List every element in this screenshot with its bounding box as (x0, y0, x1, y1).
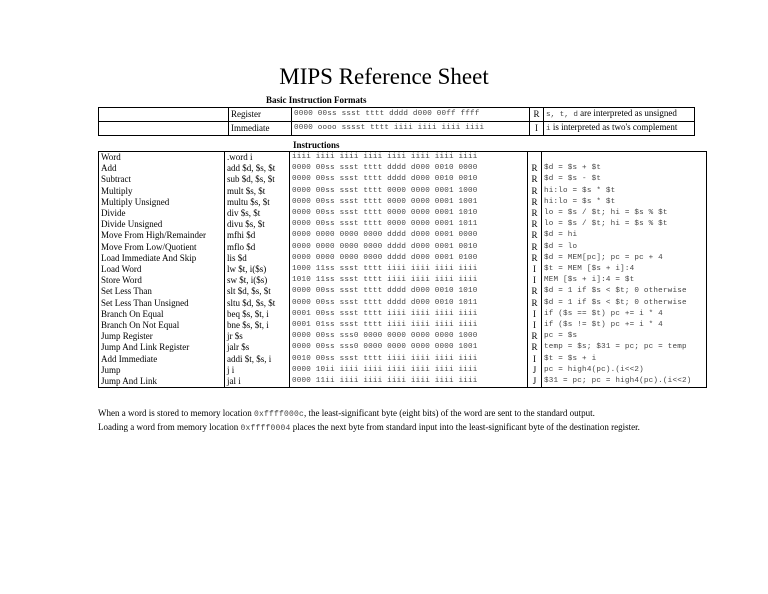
page-title: MIPS Reference Sheet (279, 64, 489, 89)
format-note (544, 122, 695, 136)
instruction-row (99, 331, 707, 342)
instruction-name: Jump And Link (101, 376, 158, 387)
instruction-type: I (528, 320, 542, 331)
instruction-semantics: $d = hi (542, 230, 707, 241)
instruction-encoding: 0000 00ss sss0 0000 0000 0000 0000 1001 (290, 342, 528, 353)
instruction-type: R (528, 230, 542, 241)
instruction-semantics: lo = $s / $t; hi = $s % $t (542, 219, 707, 230)
instruction-encoding: 0000 11ii iiii iiii iiii iiii iiii iiii (290, 376, 528, 388)
instruction-name: Jump Register (101, 331, 153, 342)
instruction-type: R (528, 253, 542, 264)
instructions-table (98, 151, 707, 388)
format-note (544, 108, 695, 122)
instruction-row (99, 365, 707, 376)
instruction-type: R (528, 342, 542, 353)
instruction-encoding: 0000 10ii iiii iiii iiii iiii iiii iiii (290, 365, 528, 376)
instruction-syntax: bne $s, $t, i (225, 320, 290, 331)
instruction-semantics (542, 152, 707, 164)
instruction-row (99, 275, 707, 286)
instruction-name: Jump And Link Register (101, 342, 190, 353)
formats-heading: Basic Instruction Formats (266, 95, 367, 105)
instruction-row (99, 320, 707, 331)
instruction-syntax: add $d, $s, $t (225, 163, 290, 174)
instruction-name: Multiply (101, 185, 133, 196)
instruction-syntax: jal i (225, 376, 290, 388)
instruction-encoding: iiii iiii iiii iiii iiii iiii iiii iiii (290, 152, 528, 164)
instruction-syntax: mult $s, $t (225, 186, 290, 197)
format-encoding: 0000 00ss ssst tttt dddd d000 00ff ffff (292, 108, 530, 122)
footer-text: When a word is stored to memory location (98, 408, 254, 418)
format-note-text: is interpreted as two's complement (550, 122, 678, 133)
instruction-syntax: divu $s, $t (225, 219, 290, 230)
instruction-type: J (528, 365, 542, 376)
format-type: I (530, 122, 544, 136)
instruction-semantics: if ($s == $t) pc += i * 4 (542, 309, 707, 320)
footer-line-2 (98, 421, 640, 435)
instruction-encoding: 0000 0000 0000 0000 dddd d000 0001 0100 (290, 253, 528, 264)
instruction-encoding: 1000 11ss ssst tttt iiii iiii iiii iiii (290, 264, 528, 275)
instruction-name: Branch On Not Equal (101, 320, 180, 331)
instruction-semantics: $t = $s + i (542, 354, 707, 365)
instruction-type (528, 152, 542, 164)
instruction-semantics: $d = 1 if $s < $t; 0 otherwise (542, 286, 707, 297)
format-row-register (99, 108, 695, 122)
instruction-semantics: $t = MEM [$s + i]:4 (542, 264, 707, 275)
instruction-encoding: 0000 00ss ssst tttt 0000 0000 0001 1000 (290, 186, 528, 197)
instruction-semantics: $d = $s - $t (542, 174, 707, 185)
format-encoding: 0000 oooo sssst tttt iiii iiii iiii iiii (292, 122, 530, 136)
instruction-encoding: 0000 0000 0000 0000 dddd d000 0001 0000 (290, 230, 528, 241)
instruction-semantics: $d = MEM[pc]; pc = pc + 4 (542, 253, 707, 264)
instruction-name: Load Word (101, 264, 142, 275)
instruction-syntax: sw $t, i($s) (225, 275, 290, 286)
footer-text: Loading a word from memory location (98, 422, 241, 432)
instructions-heading: Instructions (293, 140, 340, 150)
instruction-type: R (528, 186, 542, 197)
instruction-semantics: hi:lo = $s * $t (542, 186, 707, 197)
instruction-row (99, 309, 707, 320)
instruction-name: Jump (101, 364, 121, 375)
instruction-semantics: MEM [$s + i]:4 = $t (542, 275, 707, 286)
format-row-immediate (99, 122, 695, 136)
footer-text: , the least-significant byte (eight bits) of the word are sent to the standard output. (303, 408, 595, 418)
instruction-type: R (528, 331, 542, 342)
instruction-encoding: 0000 00ss ssst tttt dddd d000 0010 0000 (290, 163, 528, 174)
instruction-encoding: 0000 00ss ssst tttt 0000 0000 0001 1010 (290, 208, 528, 219)
instruction-encoding: 0000 00ss ssst tttt 0000 0000 0001 1011 (290, 219, 528, 230)
instruction-encoding: 0000 00ss ssst tttt dddd d000 0010 1010 (290, 286, 528, 297)
instruction-row (99, 376, 707, 388)
instruction-encoding: 0000 00ss ssst tttt dddd d000 0010 1011 (290, 298, 528, 309)
instruction-type: R (528, 197, 542, 208)
instruction-name: Word (101, 152, 121, 162)
instruction-row (99, 163, 707, 174)
footer-address: 0xffff000c (253, 410, 304, 419)
format-spacer (99, 108, 229, 122)
formats-table (98, 107, 695, 136)
instruction-syntax: mfhi $d (225, 230, 290, 241)
instruction-name: Multiply Unsigned (101, 196, 170, 207)
instruction-name: Add (101, 163, 117, 174)
instruction-encoding: 0000 0000 0000 0000 dddd d000 0001 0010 (290, 242, 528, 253)
instruction-semantics: $d = lo (542, 242, 707, 253)
instruction-syntax: lw $t, i($s) (225, 264, 290, 275)
instruction-syntax: jr $s (225, 331, 290, 342)
instruction-type: J (528, 376, 542, 388)
instruction-semantics: lo = $s / $t; hi = $s % $t (542, 208, 707, 219)
instruction-name: Move From High/Remainder (101, 230, 206, 241)
instruction-row (99, 152, 707, 164)
instruction-type: I (528, 354, 542, 365)
instruction-type: R (528, 286, 542, 297)
instruction-semantics: hi:lo = $s * $t (542, 197, 707, 208)
instruction-semantics: $31 = pc; pc = high4(pc).(i<<2) (542, 376, 707, 388)
instruction-name: Divide Unsigned (101, 219, 163, 230)
footer-notes (98, 407, 640, 435)
instruction-name: Load Immediate And Skip (101, 252, 197, 263)
instruction-name: Subtract (101, 174, 131, 185)
instruction-row (99, 230, 707, 241)
instruction-row (99, 342, 707, 353)
footer-text: places the next byte from standard input into the least-significant byte of the destination register. (290, 422, 640, 432)
format-note-code: s, t, d (546, 111, 578, 119)
instruction-semantics: $d = $s + $t (542, 163, 707, 174)
instruction-encoding: 0000 00ss sss0 0000 0000 0000 0000 1000 (290, 331, 528, 342)
instruction-name: Move From Low/Quotient (101, 241, 197, 252)
instruction-type: R (528, 219, 542, 230)
instruction-type: I (528, 309, 542, 320)
instruction-syntax: sub $d, $s, $t (225, 174, 290, 185)
format-note-code: i (546, 125, 551, 134)
instruction-syntax: j i (225, 365, 290, 376)
instruction-row (99, 286, 707, 297)
instruction-encoding: 0000 00ss ssst tttt dddd d000 0010 0010 (290, 174, 528, 185)
instruction-name: Add Immediate (101, 353, 158, 364)
instruction-syntax: sltu $d, $s, $t (225, 298, 290, 309)
instruction-name: Branch On Equal (101, 308, 164, 319)
instruction-row (99, 242, 707, 253)
instruction-semantics: if ($s != $t) pc += i * 4 (542, 320, 707, 331)
instruction-semantics: pc = $s (542, 331, 707, 342)
instruction-type: R (528, 242, 542, 253)
instruction-type: R (528, 174, 542, 185)
footer-line-1 (98, 407, 640, 421)
format-name: Register (229, 108, 292, 122)
instruction-type: R (528, 163, 542, 174)
instruction-encoding: 0000 00ss ssst tttt 0000 0000 0001 1001 (290, 197, 528, 208)
instruction-type: R (528, 298, 542, 309)
instruction-syntax: div $s, $t (225, 208, 290, 219)
footer-address: 0xffff0004 (240, 424, 291, 433)
instruction-semantics: $d = 1 if $s < $t; 0 otherwise (542, 298, 707, 309)
instruction-row (99, 354, 707, 365)
instruction-row (99, 208, 707, 219)
instruction-row (99, 197, 707, 208)
instruction-encoding: 1010 11ss ssst tttt iiii iiii iiii iiii (290, 275, 528, 286)
instructions-table-body (99, 152, 707, 388)
instruction-syntax: mflo $d (225, 242, 290, 253)
instruction-syntax: .word i (225, 152, 290, 164)
instruction-encoding: 0010 00ss ssst tttt iiii iiii iiii iiii (290, 354, 528, 365)
instruction-semantics: temp = $s; $31 = pc; pc = temp (542, 342, 707, 353)
instruction-row (99, 186, 707, 197)
instruction-name: Divide (101, 208, 126, 219)
instruction-name: Set Less Than Unsigned (101, 297, 189, 308)
instruction-name: Store Word (101, 275, 142, 286)
instruction-type: R (528, 208, 542, 219)
instruction-encoding: 0001 01ss ssst tttt iiii iiii iiii iiii (290, 320, 528, 331)
instruction-syntax: slt $d, $s, $t (225, 286, 290, 297)
instruction-row (99, 219, 707, 230)
instruction-syntax: addi $t, $s, i (225, 354, 290, 365)
instruction-syntax: lis $d (225, 253, 290, 264)
format-type: R (530, 108, 544, 122)
instruction-syntax: beq $s, $t, i (225, 309, 290, 320)
instruction-semantics: pc = high4(pc).(i<<2) (542, 365, 707, 376)
format-name: Immediate (229, 122, 292, 136)
instruction-type: I (528, 275, 542, 286)
instruction-syntax: multu $s, $t (225, 197, 290, 208)
instruction-row (99, 298, 707, 309)
instruction-row (99, 174, 707, 185)
instruction-row (99, 264, 707, 275)
format-note-text: are interpreted as unsigned (577, 108, 677, 118)
instruction-syntax: jalr $s (225, 342, 290, 353)
format-spacer (99, 122, 229, 136)
instruction-encoding: 0001 00ss ssst tttt iiii iiii iiii iiii (290, 309, 528, 320)
instruction-name: Set Less Than (101, 286, 152, 297)
instruction-type: I (528, 264, 542, 275)
instruction-row (99, 253, 707, 264)
